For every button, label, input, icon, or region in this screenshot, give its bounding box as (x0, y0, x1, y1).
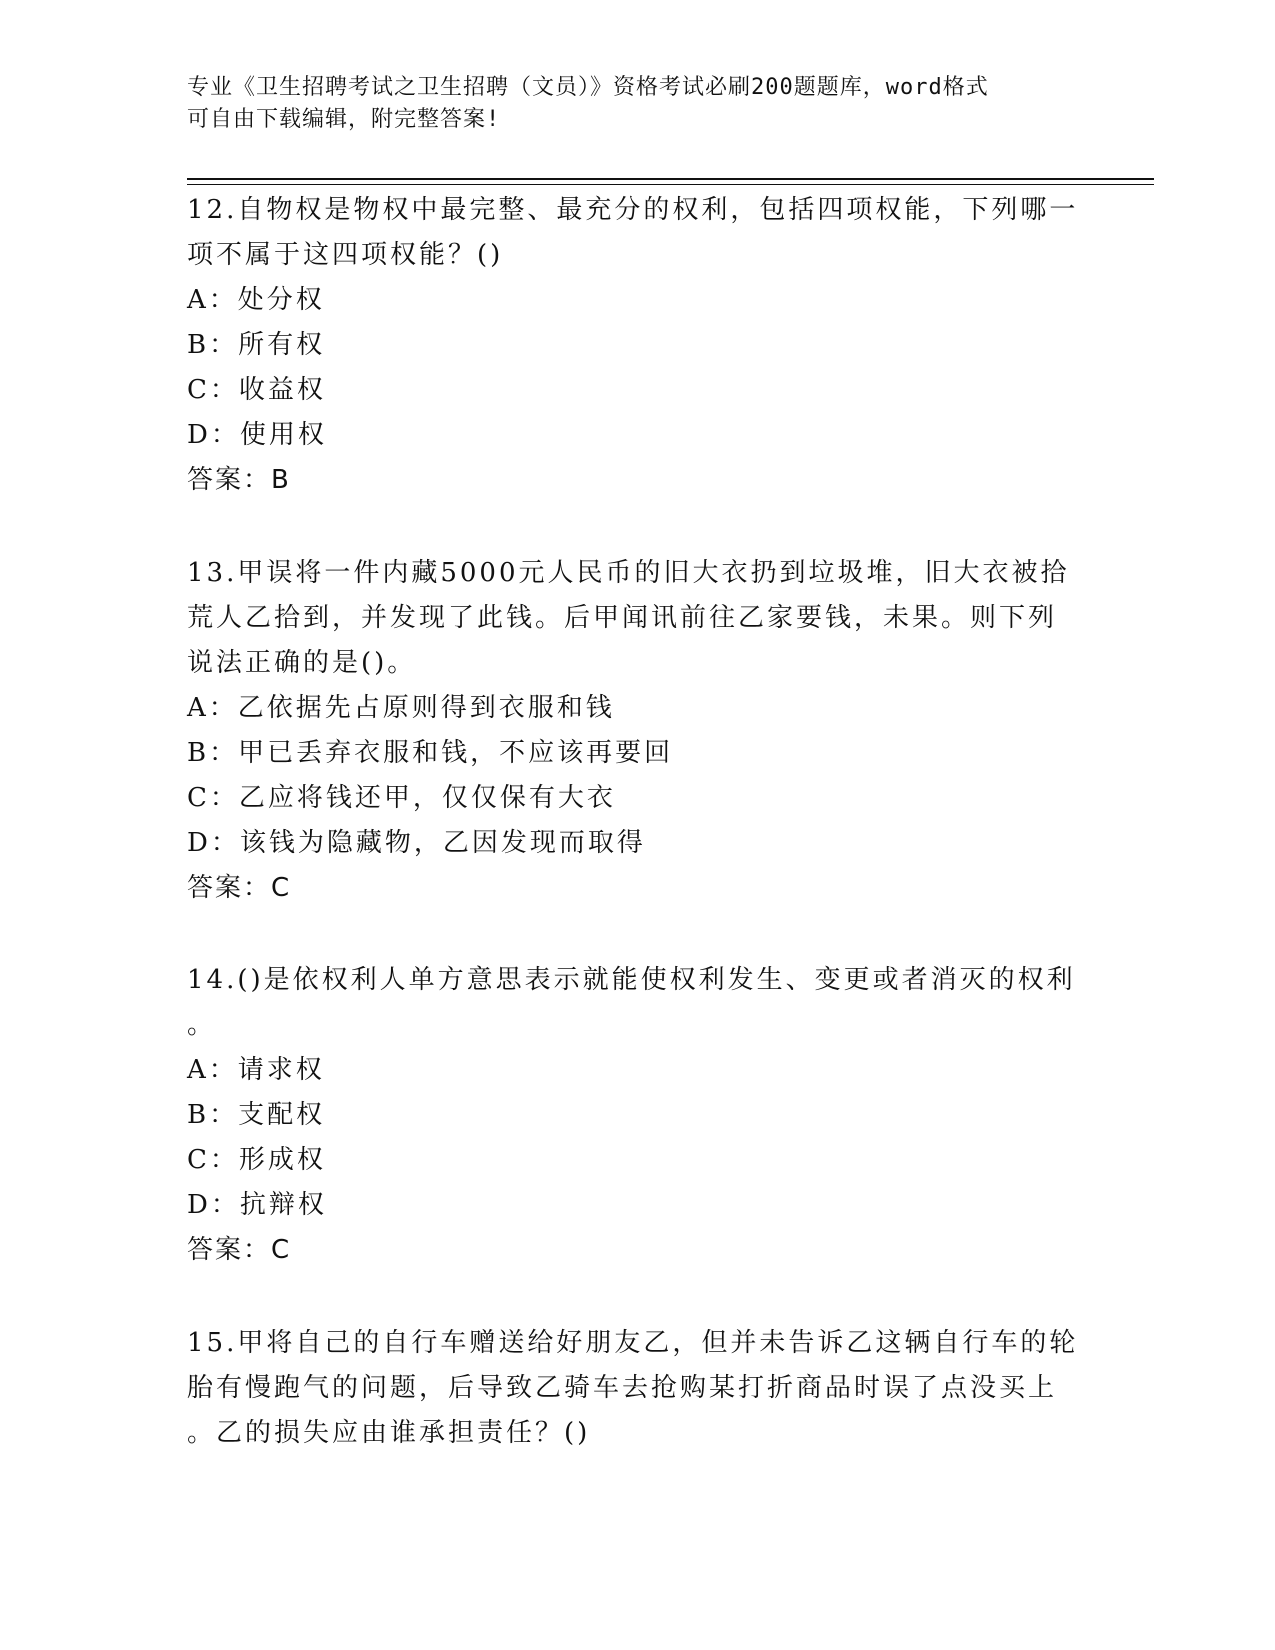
option-key: C： (187, 375, 239, 405)
option-b (187, 731, 1087, 776)
option-d (187, 821, 1087, 866)
option-c (187, 368, 1087, 413)
question-text-line: 14.()是依权利人单方意思表示就能使权利发生、变更或者消灭的权利 (187, 965, 1076, 995)
option-text: 甲已丢弃衣服和钱，不应该再要回 (238, 738, 674, 768)
option-b (187, 1093, 1087, 1138)
option-text: 该钱为隐藏物，乙因发现而取得 (239, 828, 646, 858)
option-text: 使用权 (239, 420, 327, 450)
question-text-line: 15.甲将自己的自行车赠送给好朋友乙，但并未告诉乙这辆自行车的轮 (187, 1328, 1079, 1358)
answer: 答案：C (187, 1235, 292, 1265)
option-d (187, 1183, 1087, 1228)
option-key: A： (187, 693, 238, 723)
option-a (187, 686, 1087, 731)
option-text: 所有权 (238, 330, 326, 360)
option-text: 乙依据先占原则得到衣服和钱 (237, 693, 615, 723)
option-d (187, 413, 1087, 458)
question-text-line: 13.甲误将一件内藏5000元人民币的旧大衣扔到垃圾堆，旧大衣被拾 (187, 558, 1070, 588)
option-key: D： (187, 420, 240, 450)
option-text: 收益权 (238, 375, 326, 405)
option-text: 支配权 (238, 1100, 326, 1130)
header-divider-thin (187, 184, 1154, 185)
option-text: 抗辩权 (239, 1190, 327, 1220)
option-key: A： (187, 1055, 238, 1085)
option-key: B： (187, 738, 239, 768)
question-text-line: 荒人乙拾到，并发现了此钱。后甲闻讯前往乙家要钱，未果。则下列 (187, 603, 1058, 633)
question-text-line: 12.自物权是物权中最完整、最充分的权利，包括四项权能，下列哪一 (187, 195, 1079, 225)
question-14 (187, 958, 1087, 1273)
header-line-2: 可自由下载编辑，附完整答案! (187, 107, 501, 132)
option-key: C： (187, 1145, 239, 1175)
option-text: 请求权 (237, 1055, 325, 1085)
option-key: D： (187, 828, 240, 858)
question-15 (187, 1321, 1087, 1456)
answer: 答案：C (187, 873, 292, 903)
question-text-line: 说法正确的是()。 (187, 648, 417, 678)
header-divider-thick (187, 178, 1154, 180)
option-a (187, 278, 1087, 323)
option-text: 形成权 (238, 1145, 326, 1175)
option-a (187, 1048, 1087, 1093)
option-text: 乙应将钱还甲，仅仅保有大衣 (238, 783, 616, 813)
question-text-line: 胎有慢跑气的问题，后导致乙骑车去抢购某打折商品时误了点没买上 (187, 1373, 1058, 1403)
question-text-line: 。乙的损失应由谁承担责任？() (187, 1418, 591, 1448)
option-text: 处分权 (237, 285, 325, 315)
option-key: A： (187, 285, 238, 315)
option-b (187, 323, 1087, 368)
answer: 答案：B (187, 465, 291, 495)
option-key: D： (187, 1190, 240, 1220)
option-c (187, 776, 1087, 821)
document-header (187, 72, 1067, 136)
question-text-line: 项不属于这四项权能？() (187, 240, 504, 270)
option-key: B： (187, 1100, 239, 1130)
header-line-1: 专业《卫生招聘考试之卫生招聘（文员）》资格考试必刷200题题库，word格式 (187, 75, 989, 100)
option-key: C： (187, 783, 239, 813)
option-key: B： (187, 330, 239, 360)
question-13 (187, 551, 1087, 911)
option-c (187, 1138, 1087, 1183)
question-12 (187, 188, 1087, 503)
question-text-line: 。 (187, 1010, 217, 1040)
